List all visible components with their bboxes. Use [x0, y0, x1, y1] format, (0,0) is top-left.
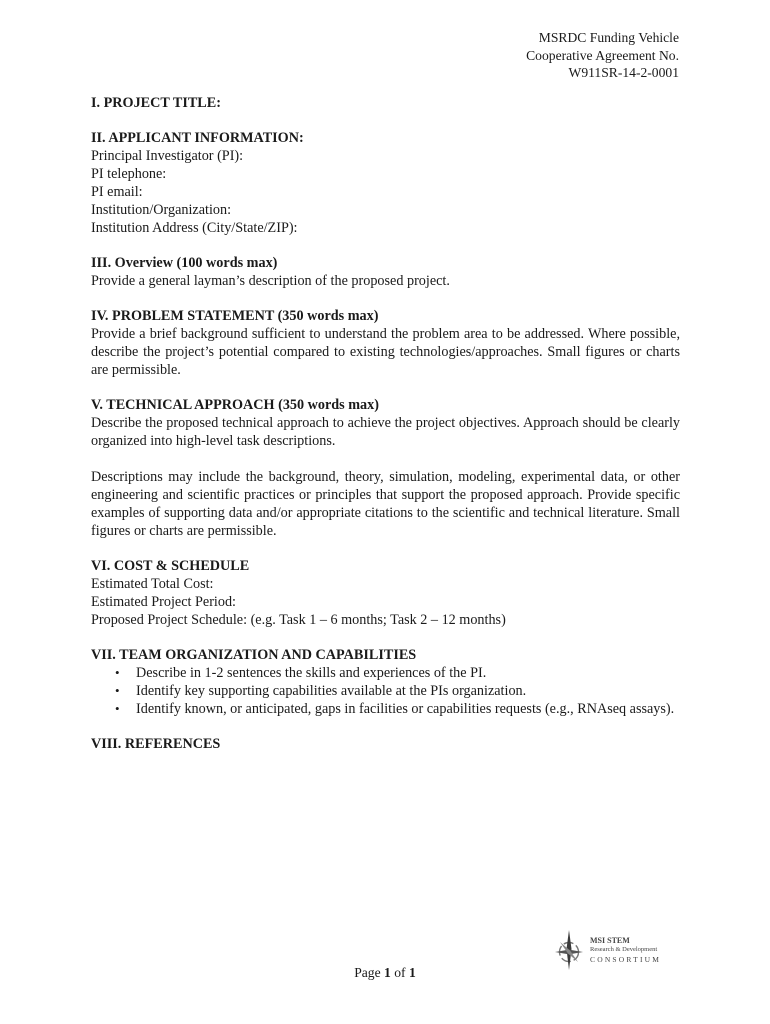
- bullet-icon: •: [115, 701, 120, 716]
- header-agreement-number: W911SR-14-2-0001: [568, 65, 679, 80]
- section-overview: [91, 254, 680, 290]
- header-funding-vehicle: MSRDC Funding Vehicle: [538, 30, 679, 45]
- list-item: [91, 700, 680, 718]
- logo-line-stem: MSI STEM: [590, 936, 630, 945]
- page-current: 1: [384, 965, 391, 980]
- section-heading: IV. PROBLEM STATEMENT (350 words max): [91, 308, 379, 324]
- document-header: [526, 29, 679, 82]
- page-word: Page: [354, 965, 381, 980]
- logo-text: [590, 936, 661, 965]
- section-cost-schedule: [91, 557, 680, 629]
- section-paragraph: Descriptions may include the background, theory, simulation, modeling, experimental data, or other engineering and scientific practices or principles that support the proposed approach. Provide specific examples of supporting data and/or appropriate citations to the scientific and technical literature. Small figures or charts are permissible.: [91, 469, 680, 539]
- section-heading: VI. COST & SCHEDULE: [91, 558, 250, 574]
- bullet-list: [91, 664, 680, 718]
- list-item-text: Describe in 1-2 sentences the skills and experiences of the PI.: [136, 665, 487, 681]
- logo-line-research: Research & Development: [590, 946, 658, 953]
- field-label-institution: Institution/Organization:: [91, 202, 232, 218]
- field-label-total-cost: Estimated Total Cost:: [91, 576, 214, 592]
- field-label-pi-telephone: PI telephone:: [91, 166, 167, 182]
- list-item: [91, 682, 680, 700]
- bullet-icon: •: [115, 683, 120, 698]
- field-label-project-period: Estimated Project Period:: [91, 594, 236, 610]
- page-total: 1: [408, 965, 416, 980]
- section-project-title: [91, 94, 680, 112]
- list-item: [91, 664, 680, 682]
- logo-line-consortium: CONSORTIUM: [590, 955, 662, 964]
- section-heading: V. TECHNICAL APPROACH (350 words max): [91, 397, 379, 413]
- section-heading: VIII. REFERENCES: [91, 736, 221, 752]
- section-applicant-information: [91, 129, 680, 237]
- of-word: of: [394, 965, 406, 980]
- section-text: Provide a brief background sufficient to understand the problem area to be addressed. Where possible, describe the project’s potential compared to existing technologies/approaches. Small figures or charts are permissible.: [91, 326, 680, 378]
- header-agreement-label: Cooperative Agreement No.: [526, 47, 679, 63]
- section-references: [91, 735, 680, 753]
- document-body: [91, 94, 680, 770]
- section-heading: III. Overview (100 words max): [91, 255, 278, 271]
- field-label-institution-address: Institution Address (City/State/ZIP):: [91, 220, 298, 236]
- section-paragraph: Describe the proposed technical approach to achieve the project objectives. Approach should be clearly organized into high-level task descriptions.: [91, 415, 680, 449]
- section-heading: II. APPLICANT INFORMATION:: [91, 130, 304, 146]
- section-heading: VII. TEAM ORGANIZATION AND CAPABILITIES: [91, 647, 417, 663]
- list-item-text: Identify known, or anticipated, gaps in facilities or capabilities requests (e.g., RNAseq assays).: [136, 701, 675, 717]
- bullet-icon: •: [115, 665, 120, 680]
- section-technical-approach: [91, 396, 680, 540]
- field-label-pi: Principal Investigator (PI):: [91, 148, 244, 164]
- page-number-footer: [0, 964, 770, 982]
- section-team-organization: [91, 646, 680, 718]
- list-item-text: Identify key supporting capabilities available at the PIs organization.: [136, 683, 527, 699]
- section-text: Provide a general layman’s description of the proposed project.: [91, 273, 450, 289]
- section-problem-statement: [91, 307, 680, 379]
- field-label-pi-email: PI email:: [91, 184, 143, 200]
- section-heading: I. PROJECT TITLE:: [91, 95, 221, 111]
- field-label-project-schedule: Proposed Project Schedule: (e.g. Task 1 – 6 months; Task 2 – 12 months): [91, 612, 506, 628]
